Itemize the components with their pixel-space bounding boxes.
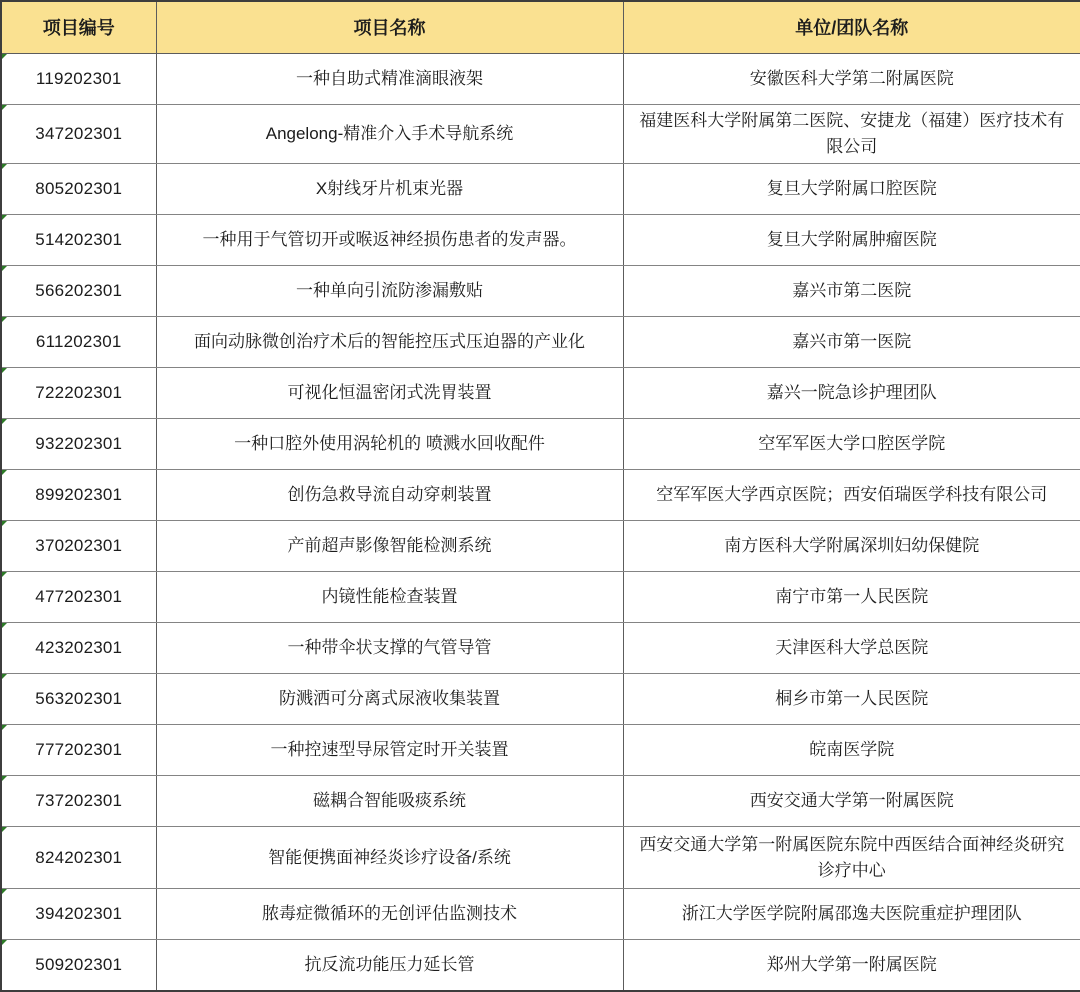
error-indicator-icon: [2, 776, 7, 781]
table-row: [1, 265, 1080, 316]
cell-org-name: 浙江大学医学院附属邵逸夫医院重症护理团队: [623, 889, 1080, 940]
table-row: [1, 104, 1080, 163]
project-id-text: 119202301: [35, 68, 122, 88]
table-row: [1, 214, 1080, 265]
table-row: [1, 469, 1080, 520]
cell-project-name: 内镜性能检查装置: [156, 571, 623, 622]
cell-org-name: 嘉兴市第二医院: [623, 265, 1080, 316]
cell-project-name: 一种单向引流防渗漏敷贴: [156, 265, 623, 316]
error-indicator-icon: [2, 725, 7, 730]
error-indicator-icon: [2, 266, 7, 271]
cell-project-id: [1, 163, 156, 214]
cell-project-id: [1, 571, 156, 622]
cell-project-id: [1, 827, 156, 889]
cell-project-name: 脓毒症微循环的无创评估监测技术: [156, 889, 623, 940]
error-indicator-icon: [2, 521, 7, 526]
table-row: [1, 53, 1080, 104]
cell-project-id: [1, 418, 156, 469]
table-row: [1, 940, 1080, 991]
project-id-text: 737202301: [35, 791, 123, 811]
table-row: [1, 163, 1080, 214]
error-indicator-icon: [2, 317, 7, 322]
table-row: [1, 725, 1080, 776]
cell-project-name: 创伤急救导流自动穿刺装置: [156, 469, 623, 520]
cell-project-id: [1, 53, 156, 104]
cell-project-name: 面向动脉微创治疗术后的智能控压式压迫器的产业化: [156, 316, 623, 367]
table-row: [1, 827, 1080, 889]
project-id-text: 509202301: [35, 955, 123, 975]
project-id-text: 394202301: [35, 904, 123, 924]
cell-project-id: [1, 469, 156, 520]
cell-org-name: 天津医科大学总医院: [623, 623, 1080, 674]
col-header-project-id: 项目编号: [1, 1, 156, 53]
cell-project-name: 一种自助式精准滴眼液架: [156, 53, 623, 104]
project-id-text: 370202301: [35, 535, 123, 555]
cell-project-name: 一种用于气管切开或喉返神经损伤患者的发声器。: [156, 214, 623, 265]
cell-org-name: 桐乡市第一人民医院: [623, 674, 1080, 725]
cell-org-name: 安徽医科大学第二附属医院: [623, 53, 1080, 104]
project-id-text: 777202301: [35, 740, 123, 760]
cell-project-id: [1, 623, 156, 674]
cell-project-id: [1, 940, 156, 991]
cell-org-name: 西安交通大学第一附属医院: [623, 776, 1080, 827]
cell-project-name: 抗反流功能压力延长管: [156, 940, 623, 991]
error-indicator-icon: [2, 940, 7, 945]
error-indicator-icon: [2, 572, 7, 577]
cell-project-name: 磁耦合智能吸痰系统: [156, 776, 623, 827]
cell-org-name: 嘉兴一院急诊护理团队: [623, 367, 1080, 418]
project-id-text: 477202301: [35, 587, 123, 606]
cell-project-name: 产前超声影像智能检测系统: [156, 520, 623, 571]
table-body: [1, 53, 1080, 991]
table-row: [1, 889, 1080, 940]
cell-project-id: [1, 265, 156, 316]
cell-project-name: 智能便携面神经炎诊疗设备/系统: [156, 827, 623, 889]
cell-project-id: [1, 674, 156, 725]
error-indicator-icon: [2, 674, 7, 679]
error-indicator-icon: [2, 105, 7, 110]
cell-project-id: [1, 725, 156, 776]
cell-org-name: 南宁市第一人民医院: [623, 571, 1080, 622]
project-id-text: 514202301: [35, 229, 123, 249]
cell-project-name: 一种控速型导尿管定时开关装置: [156, 725, 623, 776]
table-row: [1, 367, 1080, 418]
project-id-text: 347202301: [35, 123, 123, 143]
table-row: [1, 571, 1080, 622]
cell-project-id: [1, 367, 156, 418]
project-id-text: 563202301: [35, 689, 123, 709]
table-row: [1, 623, 1080, 674]
table-row: [1, 776, 1080, 827]
error-indicator-icon: [2, 164, 7, 169]
cell-project-id: [1, 316, 156, 367]
col-header-org-name: 单位/团队名称: [623, 1, 1080, 53]
project-id-text: 722202301: [35, 382, 123, 402]
error-indicator-icon: [2, 215, 7, 220]
cell-org-name: 南方医科大学附属深圳妇幼保健院: [623, 520, 1080, 571]
error-indicator-icon: [2, 419, 7, 424]
error-indicator-icon: [2, 368, 7, 373]
project-id-text: 566202301: [35, 280, 123, 300]
cell-org-name: 空军军医大学西京医院；西安佰瑞医学科技有限公司: [623, 469, 1080, 520]
table-header: [1, 1, 1080, 53]
table-row: [1, 674, 1080, 725]
cell-project-name: 可视化恒温密闭式洗胃装置: [156, 367, 623, 418]
cell-project-id: [1, 214, 156, 265]
header-row: [1, 1, 1080, 53]
project-id-text: 805202301: [35, 178, 123, 198]
cell-org-name: 皖南医学院: [623, 725, 1080, 776]
project-id-text: 899202301: [35, 484, 123, 504]
cell-org-name: 复旦大学附属口腔医院: [623, 163, 1080, 214]
col-header-project-name: 项目名称: [156, 1, 623, 53]
cell-org-name: 郑州大学第一附属医院: [623, 940, 1080, 991]
cell-project-name: Angelong-精准介入手术导航系统: [156, 104, 623, 163]
table-row: [1, 520, 1080, 571]
error-indicator-icon: [2, 827, 7, 832]
cell-org-name: 复旦大学附属肿瘤医院: [623, 214, 1080, 265]
table-row: [1, 316, 1080, 367]
project-id-text: 611202301: [35, 331, 122, 351]
cell-org-name: 西安交通大学第一附属医院东院中西医结合面神经炎研究诊疗中心: [623, 827, 1080, 889]
cell-project-id: [1, 776, 156, 827]
cell-project-id: [1, 889, 156, 940]
cell-project-name: 防溅洒可分离式尿液收集装置: [156, 674, 623, 725]
cell-project-name: 一种带伞状支撑的气管导管: [156, 623, 623, 674]
project-id-text: 423202301: [35, 638, 123, 658]
cell-project-name: X射线牙片机束光器: [156, 163, 623, 214]
cell-org-name: 嘉兴市第一医院: [623, 316, 1080, 367]
cell-org-name: 福建医科大学附属第二医院、安捷龙（福建）医疗技术有限公司: [623, 104, 1080, 163]
table-row: [1, 418, 1080, 469]
cell-org-name: 空军军医大学口腔医学院: [623, 418, 1080, 469]
project-id-text: 824202301: [35, 847, 123, 867]
error-indicator-icon: [2, 470, 7, 475]
error-indicator-icon: [2, 623, 7, 628]
cell-project-id: [1, 104, 156, 163]
error-indicator-icon: [2, 54, 7, 59]
project-id-text: 932202301: [35, 433, 123, 453]
error-indicator-icon: [2, 889, 7, 894]
cell-project-name: 一种口腔外使用涡轮机的 喷溅水回收配件: [156, 418, 623, 469]
cell-project-id: [1, 520, 156, 571]
